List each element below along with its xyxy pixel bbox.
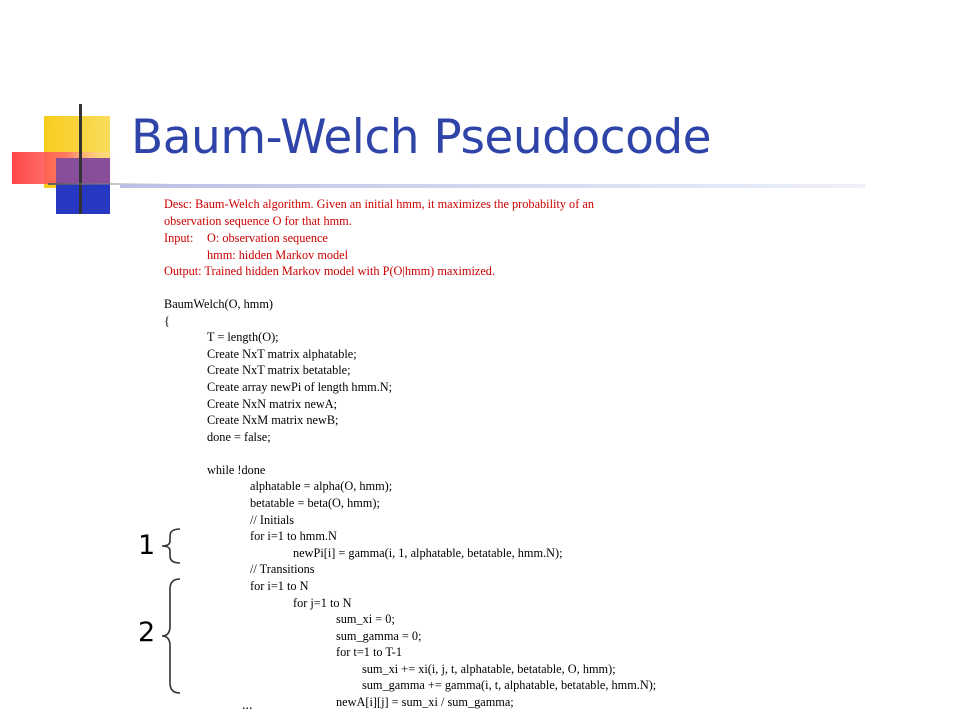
comment-initials: // Initials — [250, 513, 295, 527]
code-line: Create NxT matrix betatable; — [207, 363, 351, 377]
alpha-line: alphatable = alpha(O, hmm); — [250, 479, 393, 493]
sum-gamma-init: sum_gamma = 0; — [336, 629, 422, 643]
while-line: while !done — [207, 463, 266, 477]
newpi-line: newPi[i] = gamma(i, 1, alphatable, betatable, hmm.N); — [293, 546, 563, 560]
deco-blue-square-shade — [56, 158, 110, 184]
code-line: Create NxT matrix alphatable; — [207, 347, 357, 361]
for-j-line: for j=1 to N — [293, 596, 352, 610]
code-line: T = length(O); — [207, 330, 279, 344]
input-hmm: hmm: hidden Markov model — [207, 248, 349, 262]
new-a-line: newA[i][j] = sum_xi / sum_gamma; — [336, 695, 514, 709]
comment-transitions: // Transitions — [250, 562, 315, 576]
annotation-label-1: 1 — [138, 530, 156, 561]
sum-xi-init: sum_xi = 0; — [336, 612, 395, 626]
for-t-line: for t=1 to T-1 — [336, 645, 403, 659]
for-i-line: for i=1 to N — [250, 579, 309, 593]
for-i-initials: for i=1 to hmm.N — [250, 529, 337, 543]
ellipsis: ... — [242, 698, 253, 713]
beta-line: betatable = beta(O, hmm); — [250, 496, 380, 510]
annotation-label-2: 2 — [138, 617, 156, 648]
brace-1-icon — [156, 526, 184, 566]
slide-title: Baum-Welch Pseudocode — [131, 110, 712, 165]
output-line: Output: Trained hidden Markov model with P(O|hmm) maximized. — [164, 264, 496, 278]
code-line: done = false; — [207, 430, 271, 444]
input-label: Input: — [164, 231, 194, 245]
function-signature: BaumWelch(O, hmm) — [164, 297, 273, 311]
title-underline — [120, 184, 865, 188]
code-line: Create array newPi of length hmm.N; — [207, 380, 393, 394]
input-o: O: observation sequence — [207, 231, 328, 245]
sum-gamma-update: sum_gamma += gamma(i, t, alphatable, betatable, hmm.N); — [362, 678, 657, 692]
sum-xi-update: sum_xi += xi(i, j, t, alphatable, betatable, O, hmm); — [362, 662, 616, 676]
code-line: Create NxN matrix newA; — [207, 397, 338, 411]
desc-line-2: observation sequence O for that hmm. — [164, 214, 352, 228]
deco-vertical-line — [79, 104, 82, 214]
desc-line-1: Desc: Baum-Welch algorithm. Given an initial hmm, it maximizes the probability of an — [164, 197, 594, 211]
open-brace: { — [164, 314, 170, 328]
code-line: Create NxM matrix newB; — [207, 413, 339, 427]
brace-2-icon — [156, 576, 184, 696]
